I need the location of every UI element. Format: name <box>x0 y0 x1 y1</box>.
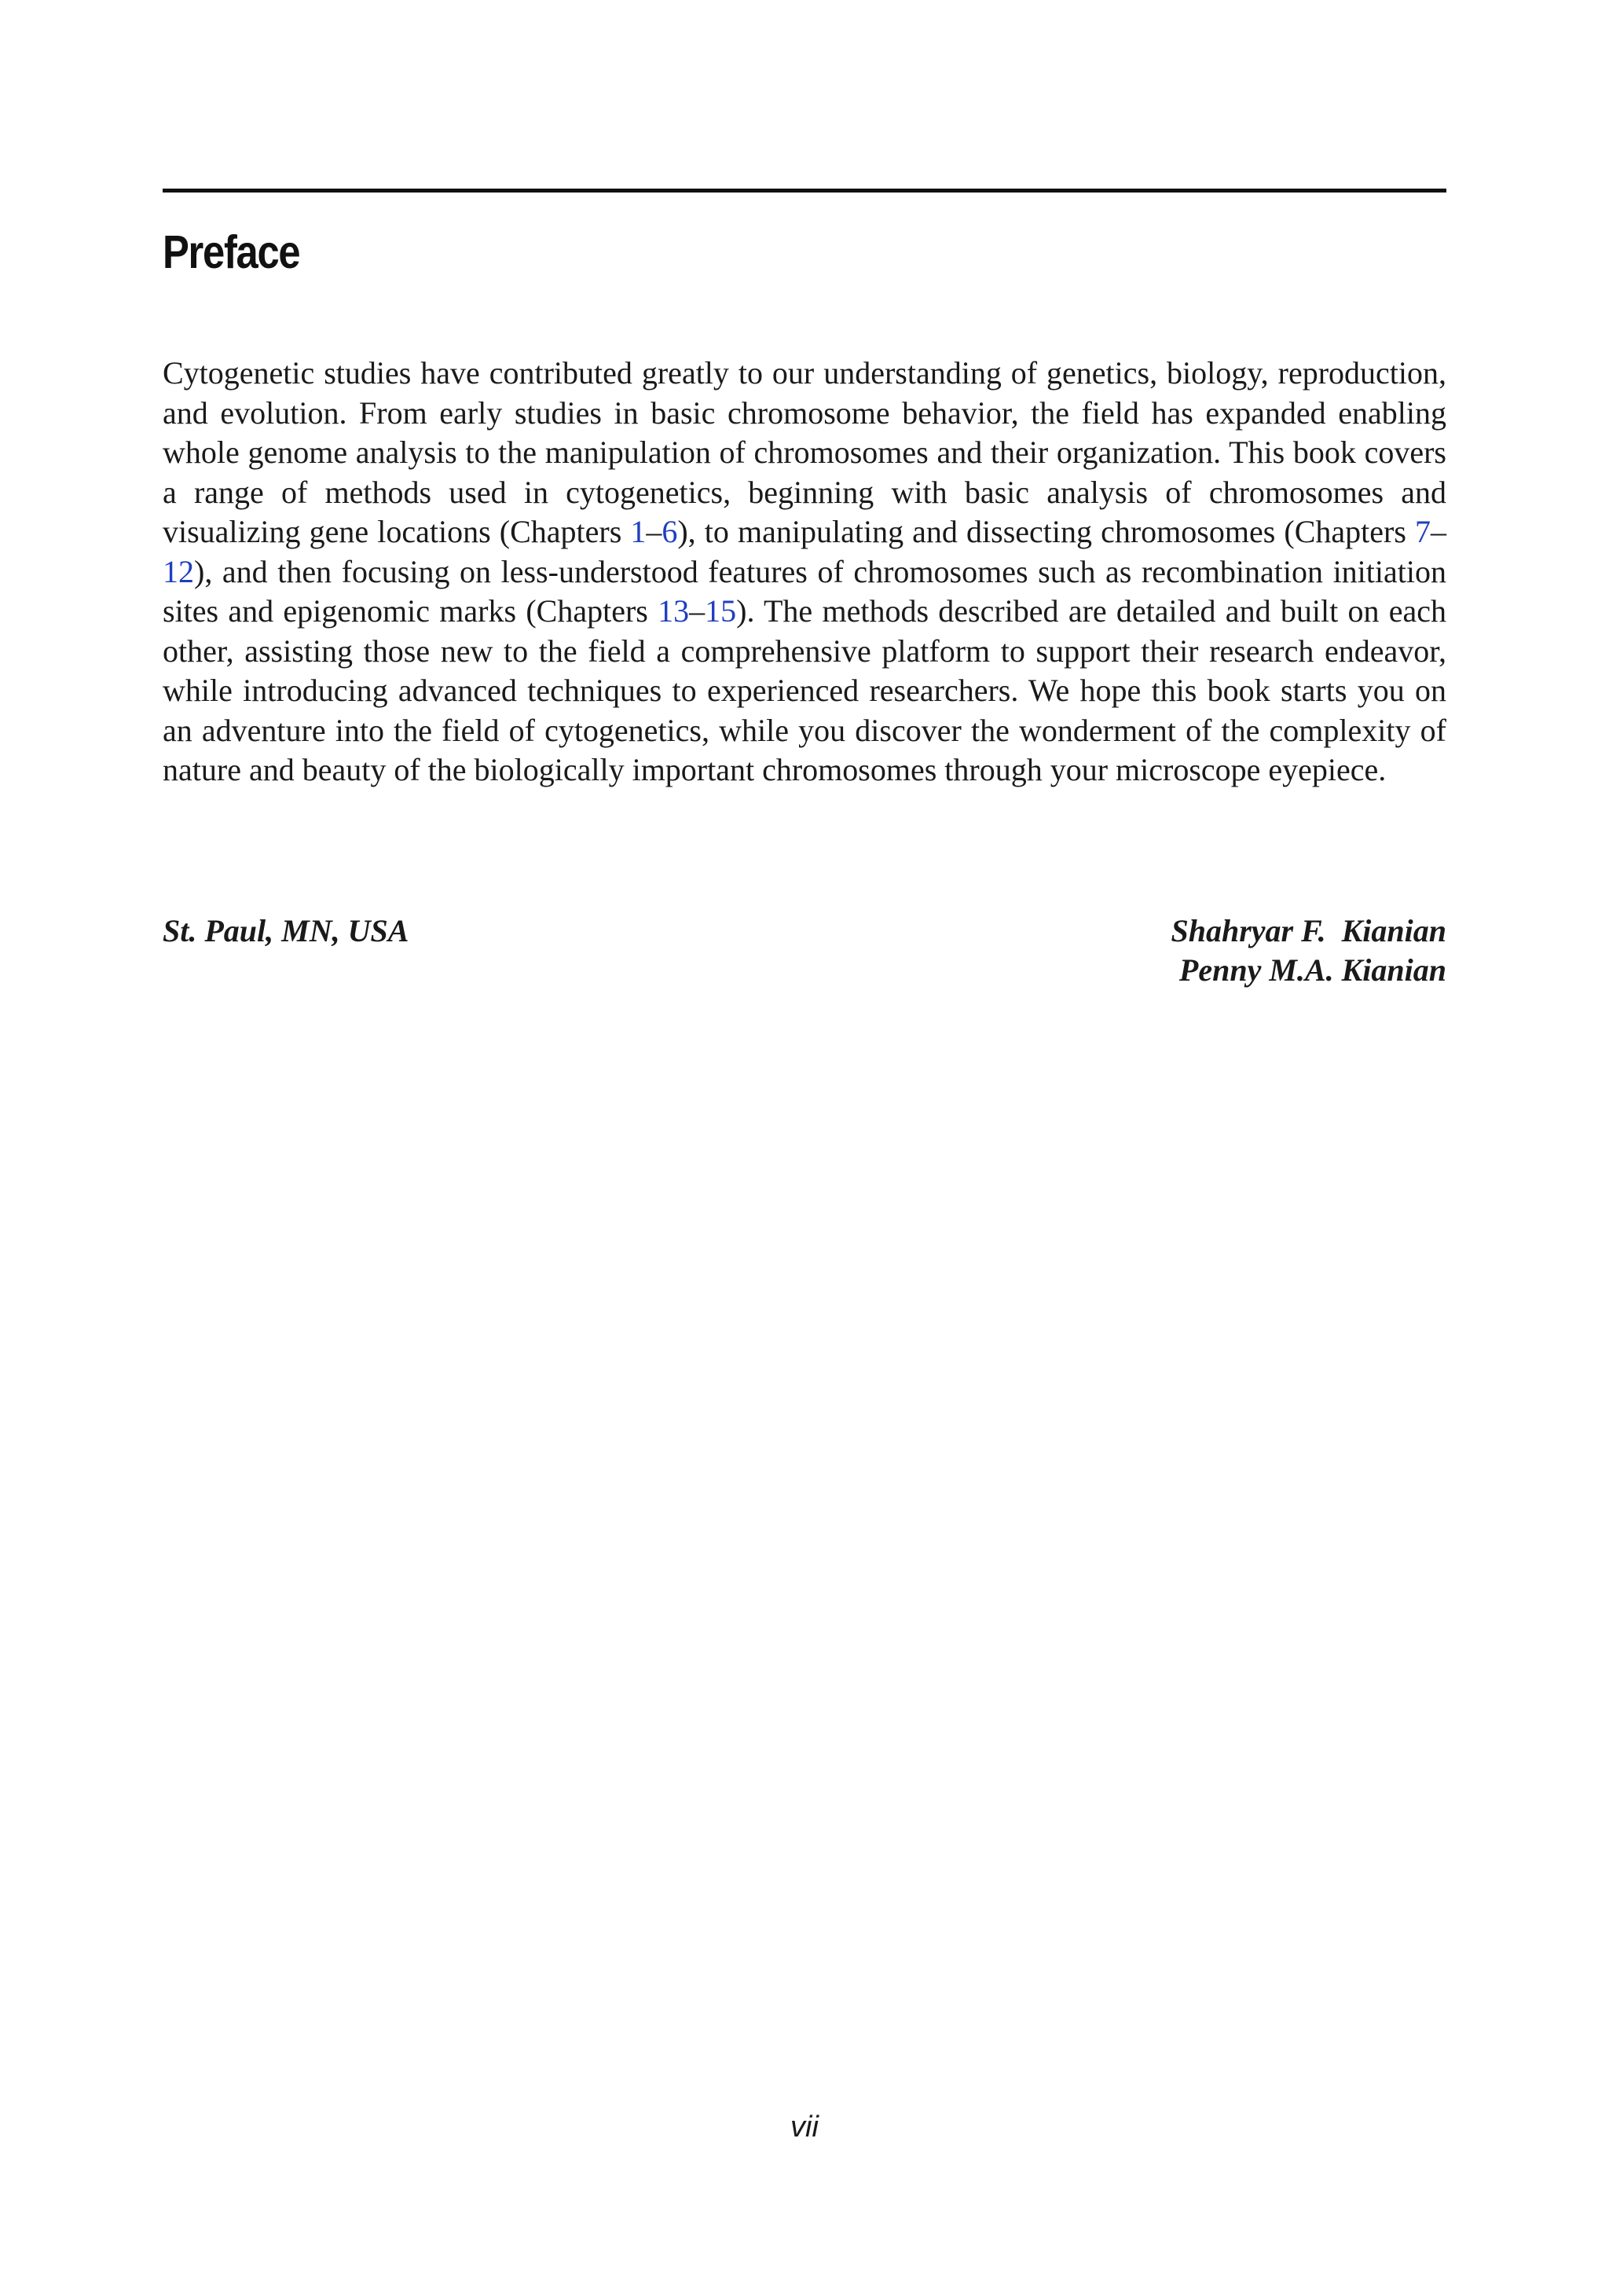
chapter-link-12[interactable]: 12 <box>163 553 194 589</box>
author-name: Penny M.A. Kianian <box>1178 952 1446 988</box>
paragraph-text: ). The methods described are detailed and built on each other, assisting those new to the field a comprehensive platform to support their research endeavor, while introducing advanced techniques to experienced researchers. We hope this book starts you on an adventure into the field of cytogenetics, while you discover the wonderment of the complexity of nature and beauty of the biologically important chromosomes through your microscope eyepiece. <box>163 593 1446 787</box>
chapter-link-7[interactable]: 7 <box>1415 514 1431 549</box>
signature-place: St. Paul, MN, USA <box>163 913 409 948</box>
signature-authors <box>1171 911 1446 990</box>
author-name: Shahryar F. Kianian <box>1171 913 1446 948</box>
paragraph-text: ), to manipulating and dissecting chromosomes (Chapters <box>677 514 1415 549</box>
preface-paragraph <box>163 354 1446 790</box>
range-dash: – <box>646 514 662 549</box>
range-dash: – <box>689 593 706 629</box>
heading-rule <box>163 189 1446 193</box>
chapter-link-1[interactable]: 1 <box>630 514 647 549</box>
paragraph-text: Cytogenetic studies have contributed greatly to our understanding of genetics, biology, reproduction, and evolution. From early studies in basic chromosome behavior, the field has expanded enabling whole genome analysis to the manipulation of chromosomes and their organization. This book covers a range of methods used in cytogenetics, beginning with basic analysis of chromosomes and visualizing gene locations (Chapters <box>163 355 1446 549</box>
chapter-link-6[interactable]: 6 <box>662 514 678 549</box>
chapter-link-15[interactable]: 15 <box>705 593 737 629</box>
paragraph-text: ), and then focusing on less-understood features of chromosomes such as recombination initiation sites and epigenomic marks (Chapters <box>163 553 1446 629</box>
chapter-link-13[interactable]: 13 <box>658 593 690 629</box>
range-dash: – <box>1431 514 1446 549</box>
page-number: vii <box>790 2111 819 2144</box>
page-title: Preface <box>163 226 300 278</box>
